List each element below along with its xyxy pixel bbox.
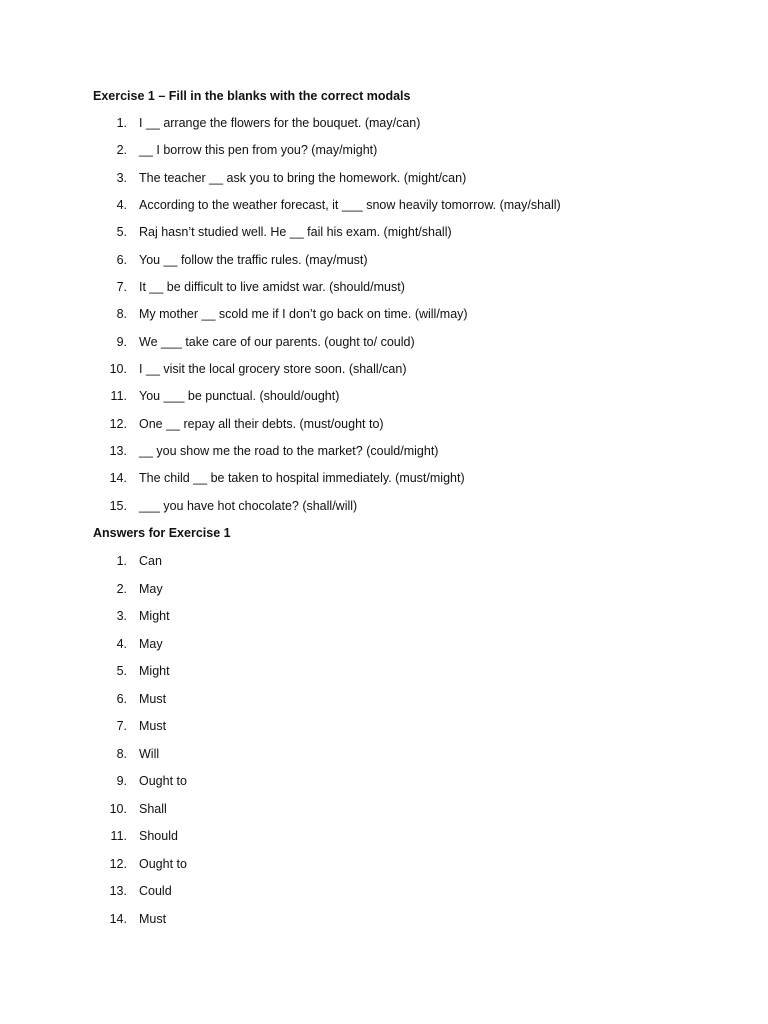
answer-item: [0, 828, 768, 856]
answer-list: [0, 553, 768, 938]
answer-text: Ought to: [139, 774, 187, 788]
answer-text: Can: [139, 554, 162, 568]
answer-number: 12.: [109, 856, 127, 871]
answer-item: [0, 691, 768, 719]
question-text: __ you show me the road to the market? (could/might): [139, 444, 439, 459]
answer-number: 14.: [109, 911, 127, 926]
question-item: [0, 197, 768, 224]
answer-number: 1.: [116, 554, 127, 568]
answer-item: [0, 856, 768, 884]
question-text: __ I borrow this pen from you? (may/might): [139, 143, 378, 158]
question-number: 5.: [116, 225, 127, 240]
question-number: 6.: [116, 252, 127, 267]
question-item: [0, 470, 768, 497]
question-item: [0, 224, 768, 251]
question-number: 12.: [109, 416, 127, 431]
question-text: It __ be difficult to live amidst war. (should/must): [139, 280, 405, 295]
question-text: My mother __ scold me if I don’t go back on time. (will/may): [139, 307, 468, 322]
answer-number: 10.: [109, 801, 127, 816]
answer-number: 9.: [116, 774, 127, 788]
answer-item: [0, 911, 768, 939]
question-number: 11.: [110, 389, 127, 404]
answer-text: Should: [139, 829, 178, 843]
answer-item: [0, 801, 768, 829]
question-number: 4.: [116, 198, 127, 213]
exercise-heading: Exercise 1 – Fill in the blanks with the correct modals: [93, 89, 411, 103]
question-number: 3.: [116, 170, 127, 185]
question-item: [0, 115, 768, 142]
question-number: 1.: [116, 116, 127, 130]
answer-text: Shall: [139, 801, 167, 816]
answer-text: Must: [139, 691, 167, 706]
answer-item: [0, 883, 768, 911]
question-item: [0, 252, 768, 279]
answer-number: 4.: [116, 636, 127, 651]
answer-text: Must: [139, 719, 167, 733]
question-number: 13.: [109, 444, 127, 459]
answer-item: [0, 773, 768, 801]
answer-text: Will: [139, 746, 160, 761]
question-number: 15.: [109, 498, 127, 513]
answers-heading: Answers for Exercise 1: [93, 526, 231, 540]
question-text: I __ visit the local grocery store soon. (shall/can): [139, 362, 407, 377]
answer-text: Could: [139, 884, 172, 898]
answer-text: Ought to: [139, 856, 187, 871]
question-text: ___ you have hot chocolate? (shall/will): [139, 498, 358, 513]
answer-number: 3.: [116, 609, 127, 623]
answer-item: [0, 608, 768, 636]
question-text: I __ arrange the flowers for the bouquet. (may/can): [139, 116, 421, 130]
answer-item: [0, 746, 768, 774]
question-number: 2.: [116, 143, 127, 158]
question-number: 8.: [116, 307, 127, 322]
answer-number: 2.: [116, 581, 127, 596]
question-number: 9.: [116, 334, 127, 349]
answer-item: [0, 663, 768, 691]
question-number: 7.: [116, 280, 127, 295]
answer-number: 8.: [116, 746, 127, 761]
answer-text: May: [139, 581, 163, 596]
answer-number: 11.: [110, 829, 127, 843]
question-text: Raj hasn’t studied well. He __ fail his exam. (might/shall): [139, 225, 452, 240]
question-item: [0, 443, 768, 470]
question-item: [0, 170, 768, 197]
question-list: [0, 115, 768, 525]
question-item: [0, 388, 768, 415]
answer-item: [0, 581, 768, 609]
answer-item: [0, 718, 768, 746]
answer-item: [0, 553, 768, 581]
answer-number: 6.: [116, 691, 127, 706]
answer-number: 7.: [116, 719, 127, 733]
question-text: The teacher __ ask you to bring the homework. (might/can): [139, 170, 467, 185]
question-item: [0, 142, 768, 169]
question-text: You __ follow the traffic rules. (may/must): [139, 252, 368, 267]
answer-number: 5.: [116, 664, 127, 678]
question-item: [0, 361, 768, 388]
question-item: [0, 498, 768, 525]
question-item: [0, 416, 768, 443]
question-text: You ___ be punctual. (should/ought): [139, 389, 340, 404]
answer-text: Might: [139, 664, 170, 678]
question-text: We ___ take care of our parents. (ought to/ could): [139, 334, 415, 349]
question-number: 14.: [109, 471, 127, 486]
answer-text: May: [139, 636, 163, 651]
answer-text: Might: [139, 609, 170, 623]
question-item: [0, 279, 768, 306]
question-text: According to the weather forecast, it ___ snow heavily tomorrow. (may/shall): [139, 198, 561, 213]
answer-text: Must: [139, 911, 167, 926]
question-text: The child __ be taken to hospital immediately. (must/might): [139, 471, 465, 486]
answer-item: [0, 636, 768, 664]
answer-number: 13.: [109, 884, 127, 898]
question-item: [0, 334, 768, 361]
question-item: [0, 306, 768, 333]
question-number: 10.: [109, 362, 127, 377]
question-text: One __ repay all their debts. (must/ought to): [139, 416, 384, 431]
